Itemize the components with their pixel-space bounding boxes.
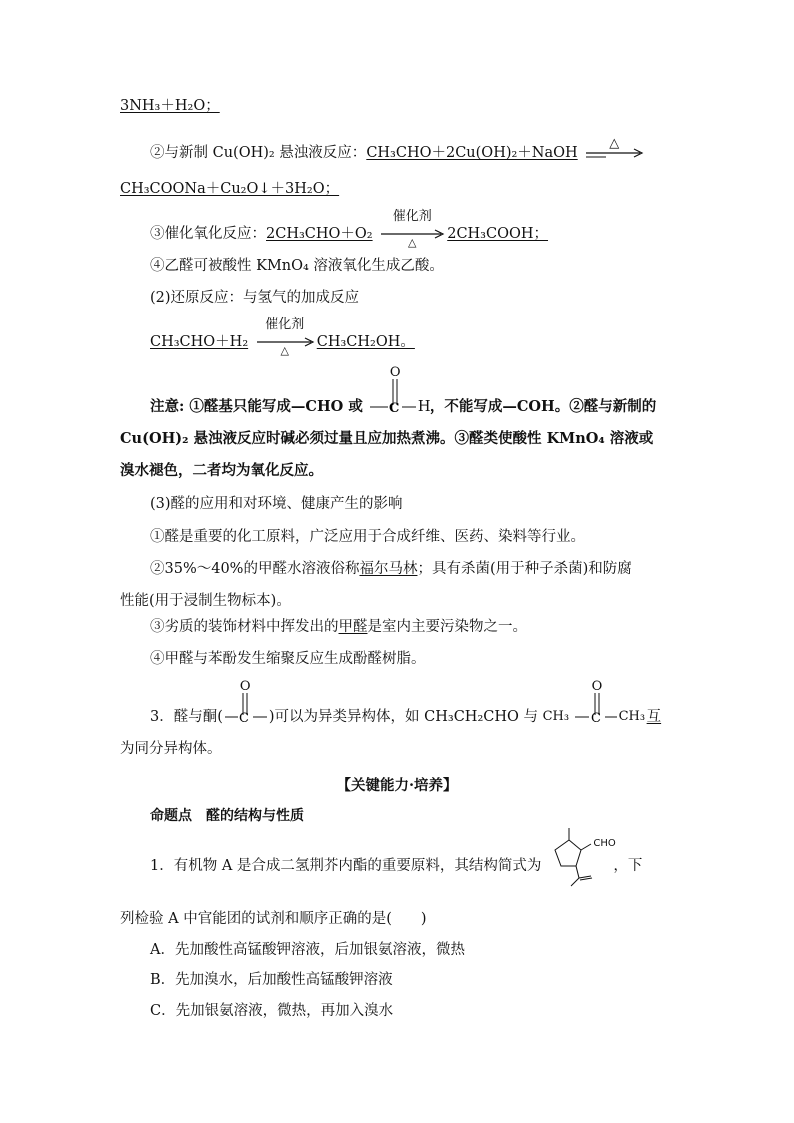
oxygen-label: O — [389, 365, 401, 380]
catalyst-arrow — [253, 317, 317, 357]
text-line: (2)还原反应：与氢气的加成反应 — [150, 290, 360, 306]
section-title: 【关键能力·培养】 — [336, 777, 458, 794]
compound-a-structure — [541, 838, 616, 876]
text-line: (3)醛的应用和对环境、健康产生的影响 — [150, 496, 403, 512]
reaction-line-reduction — [150, 317, 415, 357]
heat-arrow — [582, 138, 646, 168]
reaction-reactants: CH₃CHO＋H₂ — [150, 334, 249, 350]
text-line: ④乙醛可被酸性 KMnO₄ 溶液氧化生成乙酸。 — [150, 258, 444, 274]
oxygen-label: O — [239, 679, 251, 694]
reaction-line-oxidation — [150, 209, 549, 249]
note-line-1 — [150, 365, 657, 417]
heat-symbol: △ — [280, 344, 289, 357]
term-formalin: 福尔马林 — [359, 561, 418, 577]
question-text: ，下 — [613, 858, 643, 874]
reaction-label: ③催化氧化反应： — [150, 226, 266, 242]
note-line-2: Cu(OH)₂ 悬浊液反应时碱必须过量且应加热煮沸。③醛类使酸性 KMnO₄ 溶液或 — [120, 430, 654, 447]
text-line: ④甲醛与苯酚发生缩聚反应生成酚醛树脂。 — [150, 651, 426, 667]
reaction-products: CH₃COONa＋Cu₂O↓＋3H₂O； — [120, 181, 340, 197]
reaction-line-cuoh2 — [150, 138, 646, 168]
text-line: 性能(用于浸制生物标本)。 — [120, 593, 291, 609]
reaction-reactants: 2CH₃CHO＋O₂ — [266, 226, 373, 242]
text-line: 为同分异构体。 — [120, 741, 222, 757]
reaction-label: ②与新制 Cu(OH)₂ 悬浊液反应： — [150, 145, 367, 161]
catalyst-arrow — [377, 209, 447, 249]
reaction-products: 2CH₃COOH； — [447, 226, 549, 242]
option-a[interactable]: A．先加酸性高锰酸钾溶液，后加银氨溶液，微热 — [150, 942, 465, 958]
methyl-left: CH₃ — [542, 709, 570, 724]
question-1-line-2: 列检验 A 中官能团的试剂和顺序正确的是( ) — [120, 911, 427, 927]
acetone-structure — [542, 679, 647, 727]
equation-continuation: 3NH₃＋H₂O； — [120, 98, 220, 114]
option-b[interactable]: B．先加溴水，后加酸性高锰酸钾溶液 — [150, 972, 393, 988]
ketone-line — [150, 679, 662, 727]
reaction-products: CH₃CH₂OH。 — [316, 334, 415, 350]
text-segment: )可以为异类异构体，如 CH₃CH₂CHO 与 — [268, 709, 538, 725]
question-1 — [150, 838, 643, 876]
text-segment: ；具有杀菌(用于种子杀菌)和防腐 — [417, 561, 632, 577]
note-text: 注意: ①醛基只能写成—CHO 或 — [150, 398, 363, 415]
text-segment: 是室内主要污染物之一。 — [367, 619, 527, 635]
text-segment: 互 — [646, 709, 662, 725]
topic-heading: 命题点 醛的结构与性质 — [150, 808, 304, 824]
text-segment: 3．醛与酮( — [150, 709, 223, 725]
question-text: 1．有机物 A 是合成二氢荆芥内酯的重要原料，其结构简式为 — [150, 858, 542, 874]
text-line — [150, 559, 632, 579]
text-line — [150, 617, 527, 637]
svg-text:C: C — [590, 711, 601, 726]
hydrogen-label: H — [417, 399, 431, 415]
aldehyde-label: CHO — [593, 838, 616, 849]
oxygen-label: O — [591, 679, 603, 694]
text-line: ①醛是重要的化工原料，广泛应用于合成纤维、医药、染料等行业。 — [150, 529, 585, 545]
aldehyde-group-structure — [368, 365, 431, 417]
catalyst-label: 催化剂 — [265, 317, 305, 332]
note-line-3: 溴水褪色，二者均为氧化反应。 — [120, 462, 323, 479]
heat-symbol: △ — [407, 236, 417, 249]
option-c[interactable]: C．先加银氨溶液，微热，再加入溴水 — [150, 1003, 394, 1019]
reaction-reactants: CH₃CHO＋2Cu(OH)₂＋NaOH — [366, 145, 578, 161]
catalyst-label: 催化剂 — [392, 209, 432, 224]
text-segment: ②35%～40%的甲醛水溶液俗称 — [150, 561, 360, 577]
ketone-group-structure — [223, 679, 269, 727]
svg-text:C: C — [388, 401, 400, 416]
text-segment: ③劣质的装饰材料中挥发出的 — [150, 619, 339, 635]
term-formaldehyde: 甲醛 — [338, 619, 368, 635]
heat-symbol: △ — [609, 136, 620, 151]
svg-text:C: C — [238, 711, 249, 726]
methyl-right: CH₃ — [618, 709, 646, 724]
note-text: ，不能写成—COH。②醛与新制的 — [429, 398, 657, 415]
